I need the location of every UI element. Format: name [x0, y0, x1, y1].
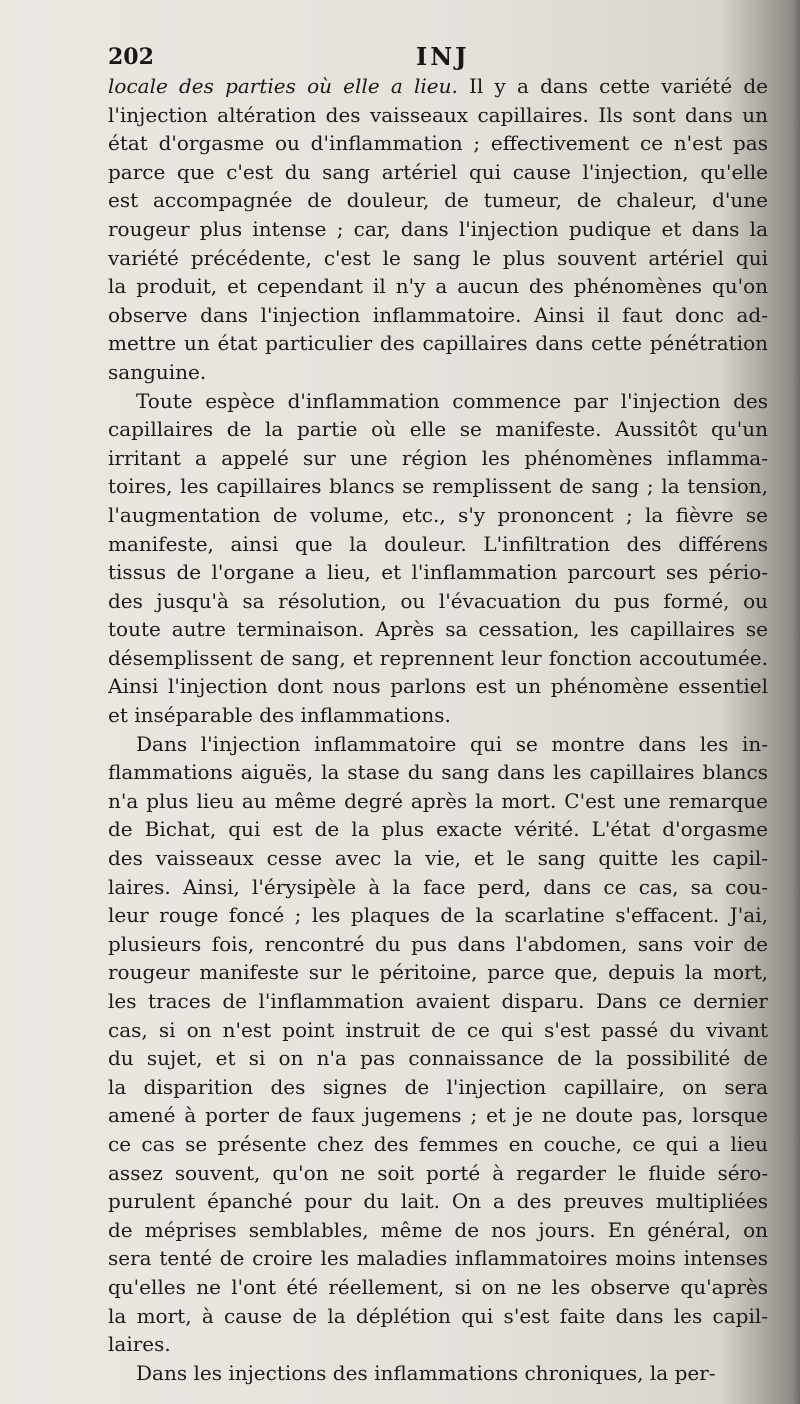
text-line: [108, 1244, 768, 1273]
text-line: [108, 158, 768, 187]
line-text: la mort, à cause de la déplétion qui s'est faite dans les capil-: [108, 1303, 768, 1328]
line-text: de méprises semblables, même de nos jours. En général, on: [108, 1217, 768, 1242]
line-text: et inséparable des inflammations.: [108, 703, 451, 728]
text-line: [108, 672, 768, 701]
line-text: Ainsi l'injection dont nous parlons est un phénomène essentiel: [108, 674, 768, 699]
text-line: [108, 444, 768, 473]
text-line: [108, 415, 768, 444]
text-line: [108, 72, 768, 101]
text-line: [108, 1130, 768, 1159]
text-line: [108, 1159, 768, 1188]
text-line: [108, 501, 768, 530]
line-text: parce que c'est du sang artériel qui cause l'injection, qu'elle: [108, 159, 768, 184]
text-line: [108, 758, 768, 787]
line-text: sera tenté de croire les maladies inflammatoires moins intenses: [108, 1246, 768, 1271]
line-text: la disparition des signes de l'injection capillaire, on sera: [108, 1074, 768, 1099]
text-line: [108, 844, 768, 873]
line-text: n'a plus lieu au même degré après la mort. C'est une remarque: [108, 788, 768, 813]
text-line: [108, 215, 768, 244]
line-text: leur rouge foncé ; les plaques de la scarlatine s'effacent. J'ai,: [108, 903, 768, 928]
text-line: [108, 186, 768, 215]
page-number: 202: [108, 44, 154, 70]
text-line: [108, 615, 768, 644]
line-text: observe dans l'injection inflammatoire. Ainsi il faut donc ad-: [108, 302, 768, 327]
text-line: [108, 1016, 768, 1045]
line-text: l'injection altération des vaisseaux capillaires. Ils sont dans un: [108, 102, 768, 127]
text-line: [108, 787, 768, 816]
line-text: la produit, et cependant il n'y a aucun des phénomènes qu'on: [108, 274, 768, 299]
text-line: [108, 958, 768, 987]
text-line: [108, 1302, 768, 1331]
line-text: mettre un état particulier des capillaires dans cette pénétration: [108, 331, 768, 356]
text-line: [108, 873, 768, 902]
line-text: plusieurs fois, rencontré du pus dans l'abdomen, sans voir de: [108, 931, 768, 956]
line-text: de Bichat, qui est de la plus exacte vérité. L'état d'orgasme: [108, 817, 768, 842]
text-line: [108, 472, 768, 501]
line-text: toute autre terminaison. Après sa cessation, les capillaires se: [108, 617, 768, 642]
line-text: variété précédente, c'est le sang le plus souvent artériel qui: [108, 245, 768, 270]
line-text: capillaires de la partie où elle se manifeste. Aussitôt qu'un: [108, 417, 768, 442]
line-text: les traces de l'inflammation avaient disparu. Dans ce dernier: [108, 989, 768, 1013]
text-line: [108, 558, 768, 587]
line-text: du sujet, et si on n'a pas connaissance de la possibilité de: [108, 1046, 768, 1071]
text-line: [108, 644, 768, 673]
text-line: [108, 730, 768, 759]
line-text: Il y a dans cette variété de: [457, 74, 768, 98]
text-line: [108, 701, 768, 730]
line-text: cas, si on n'est point instruit de ce qui s'est passé du vivant: [108, 1017, 768, 1042]
text-line: [108, 129, 768, 158]
text-line: [108, 1187, 768, 1216]
line-text: rougeur manifeste sur le péritoine, parce que, depuis la mort,: [108, 960, 768, 985]
line-text: sanguine.: [108, 359, 207, 384]
line-text: qu'elles ne l'ont été réellement, si on ne les observe qu'après: [108, 1274, 768, 1299]
paragraph: [108, 1359, 768, 1388]
paragraph: [108, 730, 768, 1359]
line-text: rougeur plus intense ; car, dans l'injection pudique et dans la: [108, 216, 768, 241]
line-text: purulent épanché pour du lait. On a des preuves multipliées: [108, 1189, 768, 1214]
italic-phrase: locale des parties où elle a lieu.: [108, 74, 458, 98]
line-text: laires. Ainsi, l'érysipèle à la face perd, dans ce cas, sa cou-: [108, 874, 768, 899]
line-text: tissus de l'organe a lieu, et l'inflammation parcourt ses pério-: [108, 560, 768, 585]
line-text: Dans les injections des inflammations chroniques, la per-: [136, 1360, 716, 1385]
body-text: [108, 72, 768, 1387]
line-text: ce cas se présente chez des femmes en couche, ce qui a lieu: [108, 1131, 768, 1156]
text-line: [108, 1073, 768, 1102]
paragraph: [108, 72, 768, 387]
line-text: est accompagnée de douleur, de tumeur, de chaleur, d'une: [108, 188, 768, 213]
page-header: [108, 42, 764, 72]
paragraph: [108, 387, 768, 730]
text-line: [108, 101, 768, 130]
text-line: [108, 587, 768, 616]
text-line: [108, 244, 768, 273]
line-text: irritant a appelé sur une région les phénomènes inflamma-: [108, 445, 768, 470]
line-text: assez souvent, qu'on ne soit porté à regarder le fluide séro-: [108, 1160, 768, 1185]
line-text: amené à porter de faux jugemens ; et je ne doute pas, lorsque: [108, 1103, 768, 1128]
text-line: [108, 1216, 768, 1245]
text-line: [108, 987, 768, 1016]
text-line: [108, 1359, 768, 1388]
text-line: [108, 930, 768, 959]
running-title: INJ: [416, 42, 470, 71]
line-text: flammations aiguës, la stase du sang dans les capillaires blancs: [108, 760, 768, 785]
line-text: manifeste, ainsi que la douleur. L'infiltration des différens: [108, 531, 768, 556]
text-line: [108, 358, 768, 387]
text-line: [108, 901, 768, 930]
text-line: [108, 387, 768, 416]
line-text: l'augmentation de volume, etc., s'y prononcent ; la fièvre se: [108, 502, 768, 527]
line-text: toires, les capillaires blancs se remplissent de sang ; la tension,: [108, 474, 768, 499]
text-line: [108, 1044, 768, 1073]
text-line: [108, 272, 768, 301]
line-text: des vaisseaux cesse avec la vie, et le sang quitte les capil-: [108, 846, 768, 871]
line-text: Toute espèce d'inflammation commence par l'injection des: [136, 388, 768, 413]
line-text: état d'orgasme ou d'inflammation ; effectivement ce n'est pas: [108, 131, 768, 156]
line-text: laires.: [108, 1332, 171, 1357]
line-text: Dans l'injection inflammatoire qui se montre dans les in-: [136, 731, 768, 756]
text-line: [108, 530, 768, 559]
text-line: [108, 815, 768, 844]
line-text: désemplissent de sang, et reprennent leur fonction accoutumée.: [108, 645, 768, 670]
text-line: [108, 301, 768, 330]
line-text: des jusqu'à sa résolution, ou l'évacuation du pus formé, ou: [108, 588, 768, 613]
text-line: [108, 1101, 768, 1130]
text-line: [108, 329, 768, 358]
text-line: [108, 1273, 768, 1302]
text-line: [108, 1330, 768, 1359]
